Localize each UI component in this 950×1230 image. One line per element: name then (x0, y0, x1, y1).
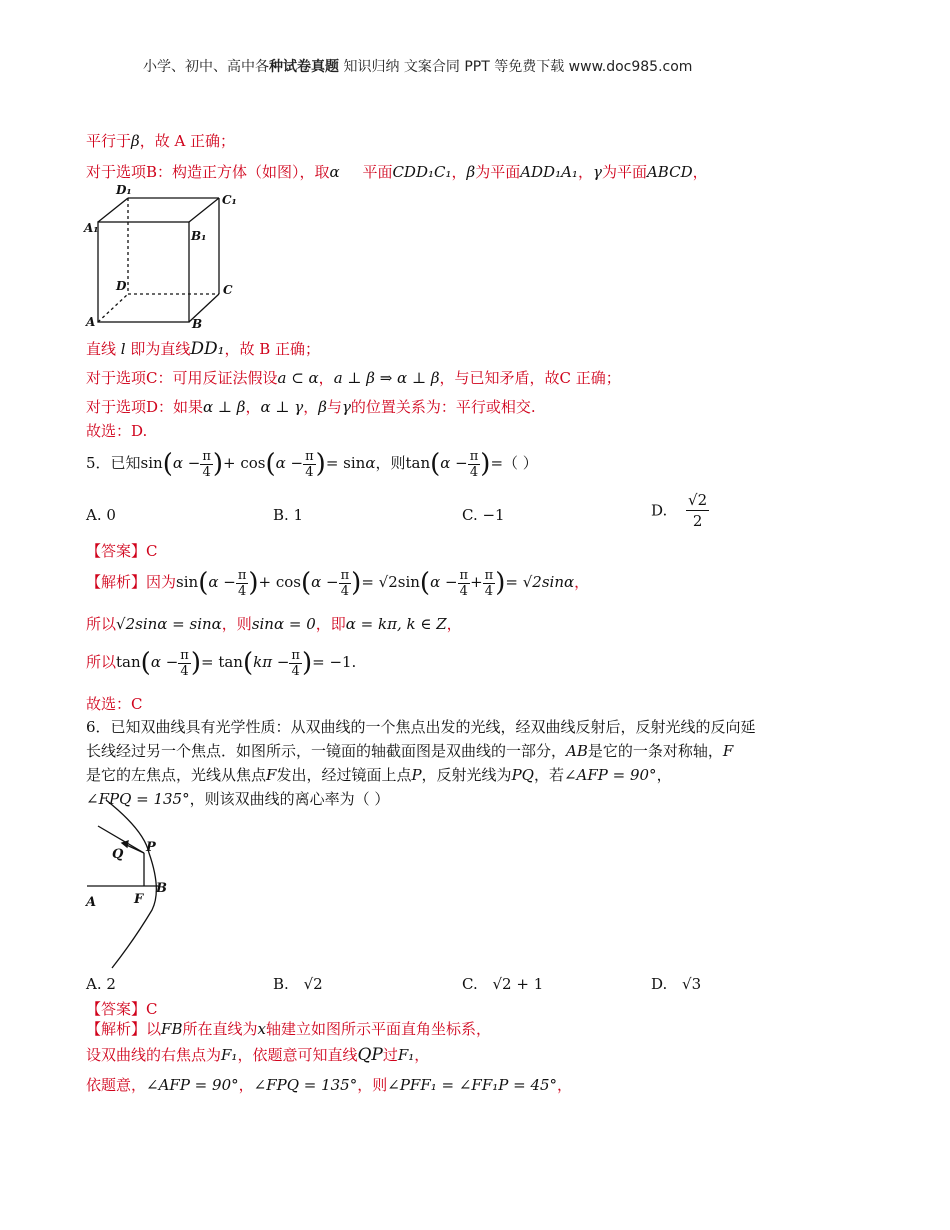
q5-option-c: C. −1 (462, 506, 505, 524)
hyperbola-figure (84, 800, 194, 970)
text-line: 对于选项D：如果α ⊥ β，α ⊥ γ，β与γ的位置关系为：平行或相交. (86, 398, 536, 416)
page-header: 小学、初中、高中各种试卷真题 知识归纳 文案合同 PPT 等免费下载 www.doc985.com (143, 59, 693, 75)
q5-option-b: B. 1 (273, 506, 304, 524)
cube-label-D1: D₁ (116, 183, 132, 197)
text-line: 对于选项B：构造正方体（如图），取α 平面CDD₁C₁，β为平面ADD₁A₁，γ为平面ABCD， (86, 163, 708, 181)
text-line: 直线 l 即为直线DD₁，故 B 正确； (86, 339, 321, 359)
q5-analysis-1: 【解析】因为sin(α − $\frac{\pi}{4}$ )+ cos(α − $\frac{\pi}{4}$ )= √2sin(α − $\frac{\pi}{4}$ + $\frac{\pi}{4}$ )= √2sinα， (86, 567, 590, 599)
q5-done: 故选：C (86, 695, 143, 713)
hyperbola-curve (106, 800, 156, 968)
q6-stem-1: 6．已知双曲线具有光学性质：从双曲线的一个焦点出发的光线，经双曲线反射后，反射光线的反向延 (86, 718, 756, 736)
cube-figure (82, 182, 242, 334)
q6-option-d: D. √3 (651, 975, 702, 993)
cube-front-face (98, 222, 189, 322)
q5-analysis-3: 所以tan(α − $\frac{\pi}{4}$ )= tan(kπ − $\frac{\pi}{4}$ )= −1. (86, 647, 357, 679)
cube-label-A1: A₁ (84, 221, 99, 235)
q6-stem-3: 是它的左焦点，光线从焦点F发出，经过镜面上点P，反射光线为PQ，若∠AFP = 90°， (86, 766, 672, 784)
hyp-label-A: A (86, 895, 97, 910)
q6-analysis-3: 依题意，∠AFP = 90°，∠FPQ = 135°，则∠PFF₁ = ∠FF₁P = 45°， (86, 1076, 573, 1094)
cube-label-B1: B₁ (191, 229, 207, 243)
hyp-label-P: P (146, 840, 156, 855)
q6-option-a: A. 2 (86, 975, 116, 993)
q5-answer: 【答案】C (86, 542, 158, 560)
cube-label-D: D (116, 279, 127, 293)
cube-label-B: B (192, 317, 203, 331)
q6-analysis-1: 【解析】以FB所在直线为x轴建立如图所示平面直角坐标系， (86, 1020, 491, 1038)
q6-stem-4: ∠FPQ = 135°，则该双曲线的离心率为（ ） (86, 790, 390, 808)
q6-option-c: C. √2 + 1 (462, 975, 544, 993)
q6-option-b: B. √2 (273, 975, 323, 993)
text-line: 故选：D. (86, 422, 148, 440)
cube-label-C: C (223, 283, 233, 297)
q6-stem-2: 长线经过另一个焦点．如图所示，一镜面的轴截面图是双曲线的一部分，AB是它的一条对称轴，F (86, 742, 734, 760)
hyp-label-Q: Q (112, 847, 124, 862)
hyp-label-B: B (156, 881, 167, 896)
q5-analysis-2: 所以√2sinα = sinα，则sinα = 0，即α = kπ, k ∈ Z， (86, 615, 462, 633)
text-line: 对于选项C：可用反证法假设a ⊂ α，a ⊥ β ⇒ α ⊥ β，与已知矛盾，故C 正确； (86, 369, 621, 387)
text-line: 平行于β，故 A 正确； (86, 132, 236, 150)
q5-option-d: D. $\frac{√2}{2}$ (651, 491, 708, 530)
cube-label-A: A (86, 315, 96, 329)
q6-answer: 【答案】C (86, 1000, 158, 1018)
hyp-label-F: F (134, 892, 144, 907)
question-5-stem: 5．已知sin(α − $\frac{\pi}{4}$ )+ cos(α − $\frac{\pi}{4}$ )= sinα，则tan(α − $\frac{\pi}{4}$ )=（ ） (86, 448, 538, 480)
q6-analysis-2: 设双曲线的右焦点为F₁，依题意可知直线QP过F₁， (86, 1045, 430, 1065)
q5-option-a: A. 0 (86, 506, 116, 524)
cube-label-C1: C₁ (222, 193, 237, 207)
